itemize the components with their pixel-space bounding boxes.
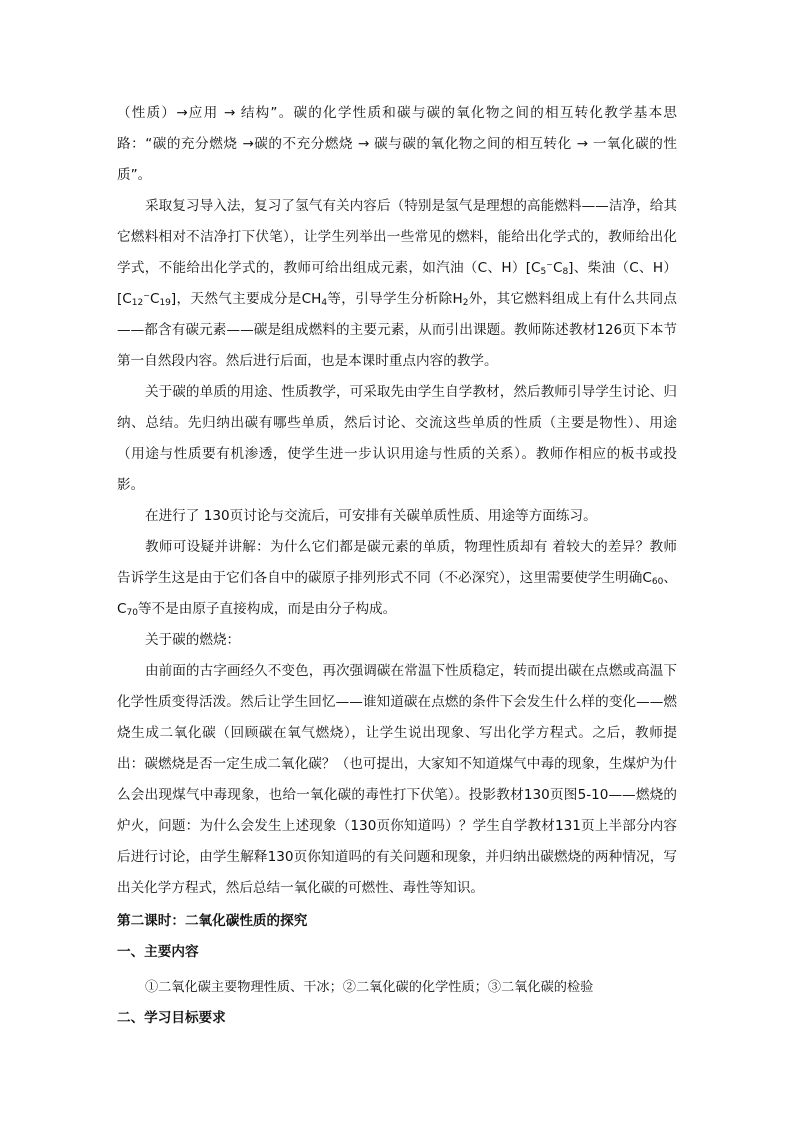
paragraph-combustion-heading: 关于碳的燃烧： (145, 632, 241, 648)
paragraph-review-introduction: 采取复习导入法，复习了氢气有关内容后（特别是氢气是理想的高能燃料——洁净，给其它燃料相对不洁净打下伏笔），让学生列举出一些常见的燃料，能给出化学式的，教师给出化学式，不能给出化学式的，教师可给出组成元素，如汽油（C、$H)[C_5^\sim C_8]$、柴油（C、$H)[C_{12}^\sim C_{19}]$，天然气主要成分是$CH_4$等，引导学生分析除$H_2$外，其它燃料组成上有什么共同点——都含有碳元素——碳是组成燃料的主要元素，从而引出课题。教师陈述教材126页下本节第一自然段内容。然后进行后面，也是本课时重点内容的教学。 (117, 198, 677, 369)
paragraph-question-explanation: 教师可设疑并讲解：为什么它们都是碳元素的单质，物理性质却有 着较大的差异？教师告诉学生这是由于它们各自中的碳原子排列形式不同（不必深究），这里需要使学生明确$C_{60}$、$C_{70}$等不是由原子直接构成，而是由分子构成。 (117, 539, 677, 618)
lesson2-heading: 第二课时：二氧化碳性质的探究 (117, 913, 308, 929)
objectives-heading: 二、学习目标要求 (117, 1010, 226, 1026)
document-body (117, 98, 677, 1034)
paragraph-carbon-elements-usage: 关于碳的单质的用途、性质教学，可采取先由学生自学教材，然后教师引导学生讨论、归纳、总结。先归纳出碳有哪些单质，然后讨论、交流这些单质的性质（主要是物性）、用途（用途与性质要有机渗透，使学生进一步认识用途与性质的关系）。教师作相应的板书或投影。 (117, 384, 677, 493)
paragraph-practice: 在进行了 130页讨论与交流后，可安排有关碳单质性质、用途等方面练习。 (145, 508, 597, 524)
main-content-items: ①二氧化碳主要物理性质、干冰；②二氧化碳的化学性质；③二氧化碳的检验 (145, 980, 594, 995)
paragraph-teaching-approach: （性质）→应用 → 结构”。碳的化学性质和碳与碳的氧化物之间的相互转化教学基本思路：“碳的充分燃烧 →碳的不充分燃烧 → 碳与碳的氧化物之间的相互转化 → 一氧化碳的性质”。 (117, 105, 677, 183)
paragraph-combustion-details: 由前面的古字画经久不变色，再次强调碳在常温下性质稳定，转而提出碳在点燃或高温下化学性质变得活泼。然后让学生回忆——谁知道碳在点燃的条件下会发生什么样的变化——燃烧生成二氧化碳（回顾碳在氧气燃烧），让学生说出现象、写出化学方程式。之后，教师提出：碳燃烧是否一定生成二氧化碳？（也可提出，大家知不知道煤气中毒的现象，生煤炉为什么会出现煤气中毒现象，也给一氧化碳的毒性打下伏笔）。投影教材130页图5-10——燃烧的炉火，问题：为什么会发生上述现象（130页你知道吗）？学生自学教材131页上半部分内容后进行讨论，由学生解释130页你知道吗的有关问题和现象，并归纳出碳燃烧的两种情况，写出关化学方程式，然后总结一氧化碳的可燃性、毒性等知识。 (117, 663, 677, 896)
main-content-heading: 一、主要内容 (117, 944, 199, 960)
